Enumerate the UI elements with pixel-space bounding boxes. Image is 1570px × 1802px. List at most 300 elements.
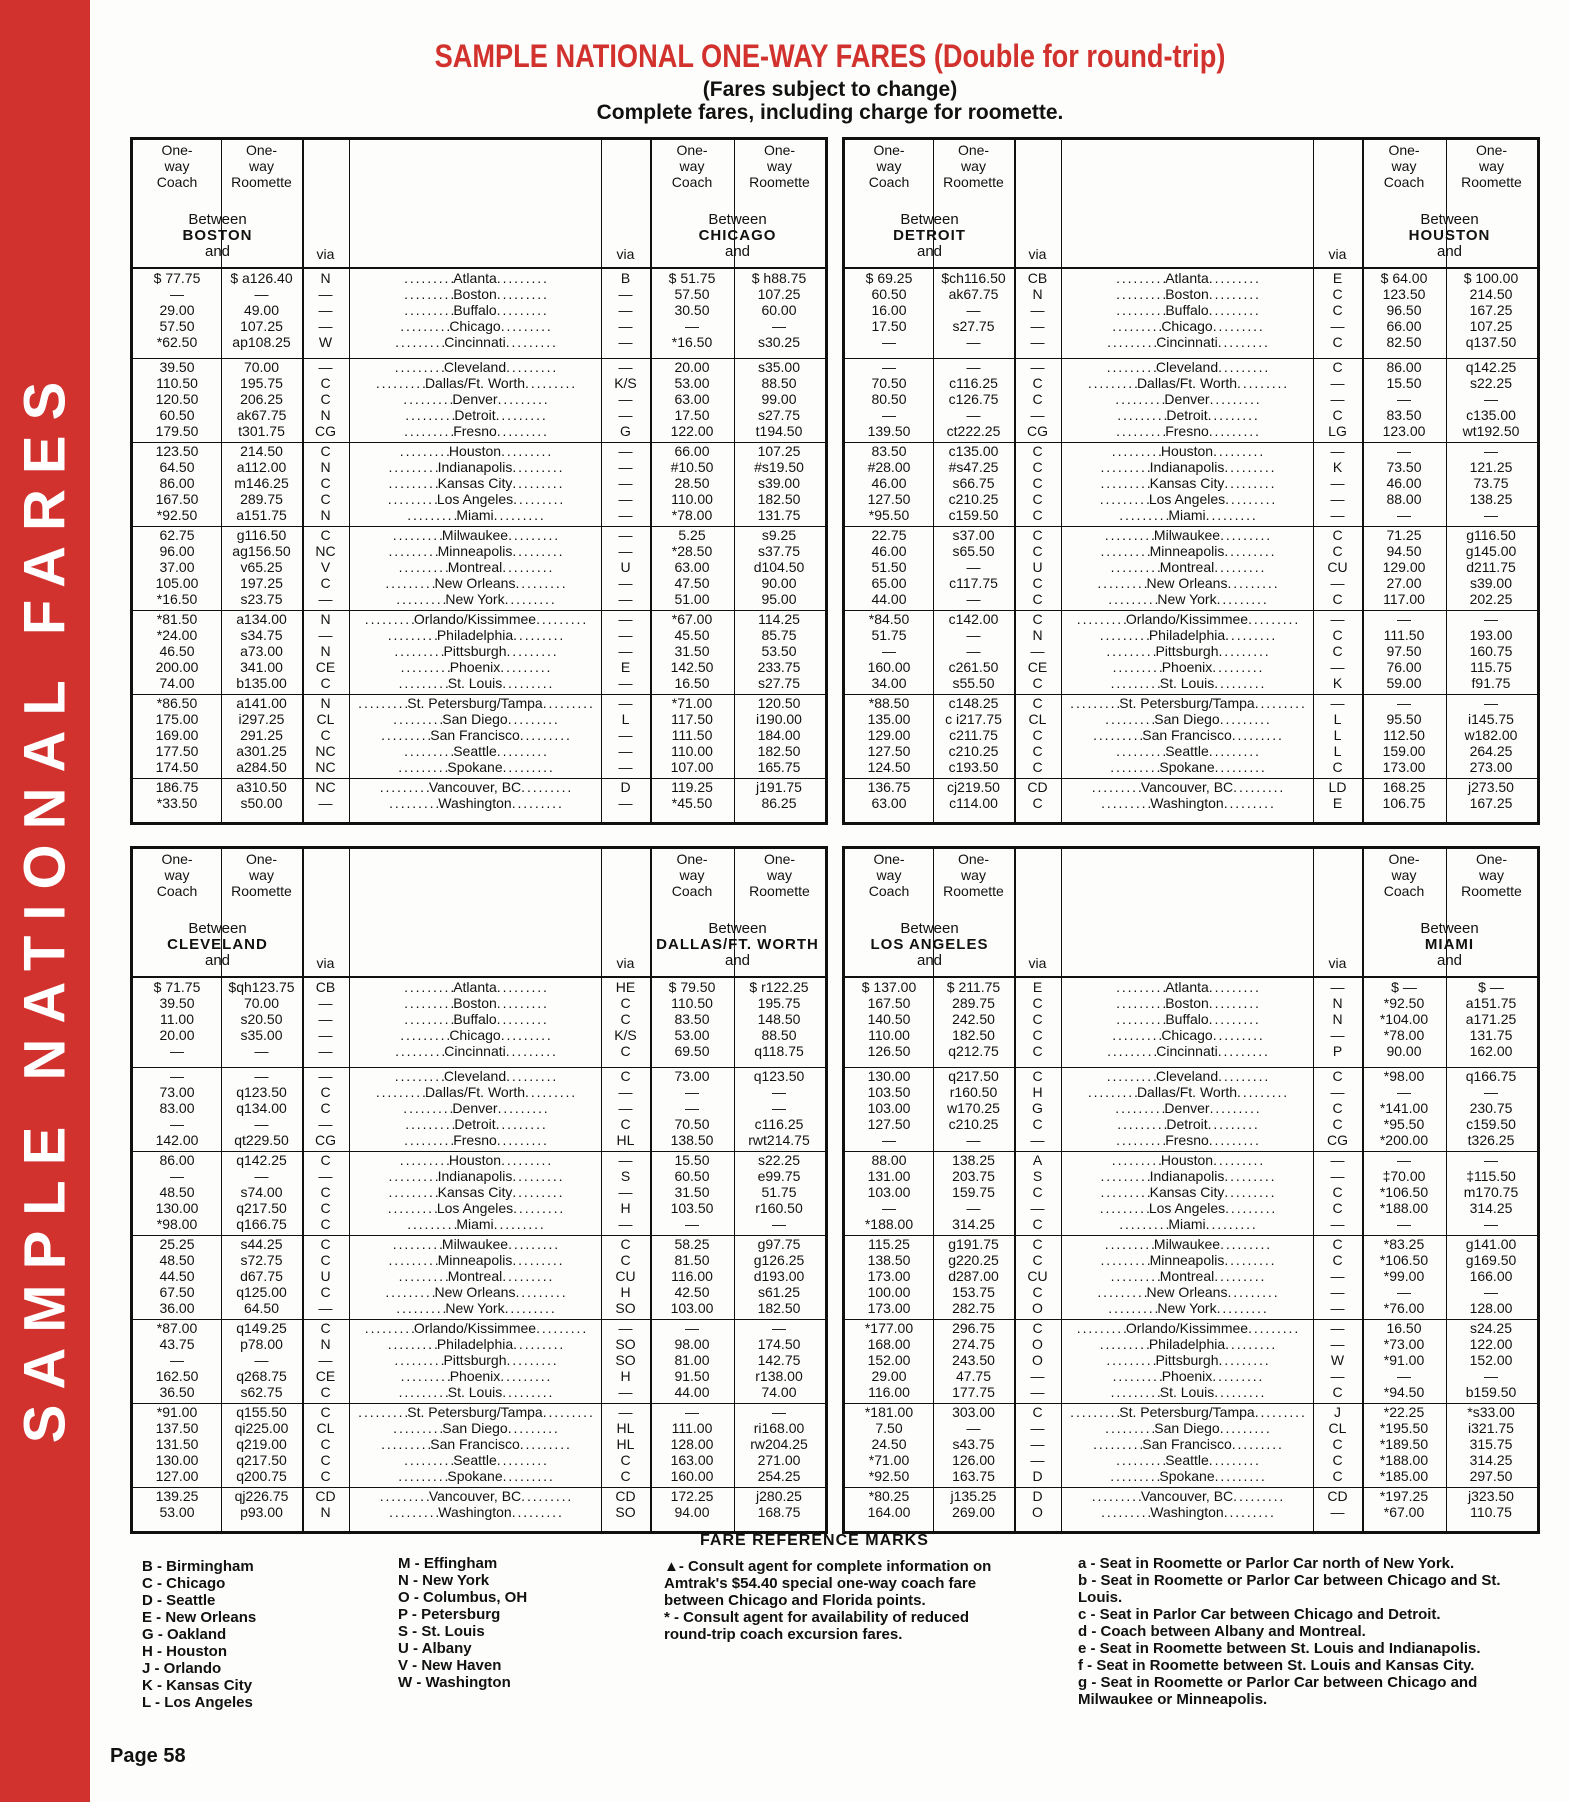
coach-fare: 39.50 (159, 359, 195, 375)
coach-fare: 139.50 (867, 423, 911, 439)
fare-ref-letter: f - Seat in Roomette between St. Louis and Kansas City. (1078, 1657, 1475, 1674)
coach-fare: 142.00 (155, 1132, 199, 1148)
destination-name: . . . . . . . . .Detroit. . . . . . . . . (1117, 1116, 1257, 1132)
via-code: CE (315, 659, 336, 675)
coach-fare: 131.50 (155, 1436, 199, 1452)
destination-name: . . . . . . . . .Atlanta. . . . . . . . . (404, 270, 546, 286)
destination-label: St. Petersburg/Tampa (407, 1404, 543, 1420)
destination-name: . . . . . . . . .Cincinnati. . . . . . . . . (395, 1043, 555, 1059)
roomette-fare: g145.00 (1465, 543, 1517, 559)
roomette-fare: 64.50 (243, 1300, 280, 1316)
and-label: and (724, 243, 751, 260)
fare-reference-title: FARE REFERENCE MARKS (700, 1532, 929, 1549)
roomette-fare: — (772, 1084, 786, 1100)
coach-fare: 73.00 (159, 1084, 195, 1100)
roomette-header: One- way Roomette (943, 851, 1004, 899)
destination-label: Houston (448, 443, 502, 459)
roomette-fare: $ a126.40 (230, 270, 293, 286)
via-code: C (1032, 375, 1043, 391)
via-code: C (1032, 475, 1043, 491)
roomette-fare: $ 211.75 (946, 979, 1001, 995)
roomette-fare: 159.75 (952, 1184, 995, 1200)
coach-fare: 117.50 (671, 711, 713, 727)
coach-fare: 31.50 (674, 1184, 710, 1200)
coach-fare: 94.50 (1386, 543, 1422, 559)
destination-name: . . . . . . . . .Minneapolis. . . . . . . . . (1100, 543, 1274, 559)
destination-name: . . . . . . . . .Montreal. . . . . . . . . (1110, 1268, 1264, 1284)
destination-name: . . . . . . . . .Fresno. . . . . . . . . (404, 1132, 546, 1148)
via-code: LD (1328, 779, 1347, 795)
coach-fare: 60.50 (871, 286, 907, 302)
roomette-fare: p78.00 (240, 1336, 283, 1352)
destination-name: . . . . . . . . .Vancouver, BC. . . . . . . . . (1091, 1488, 1283, 1504)
coach-fare: 73.00 (674, 1068, 710, 1084)
via-code: C (320, 1200, 331, 1216)
fare-ref-letter: g - Seat in Roomette or Parlor Car between Chicago and Milwaukee or Minneapolis. (1078, 1674, 1478, 1708)
roomette-fare: s62.75 (240, 1384, 283, 1400)
via-code: N (320, 407, 331, 423)
roomette-fare: 214.50 (240, 443, 283, 459)
coach-fare: 37.00 (159, 559, 195, 575)
roomette-fare: — (966, 302, 981, 318)
coach-fare: 65.00 (871, 575, 907, 591)
header-divider (845, 267, 1537, 269)
destination-name: . . . . . . . . .Fresno. . . . . . . . . (1116, 1132, 1258, 1148)
coach-fare: *28.50 (671, 543, 713, 559)
coach-fare: 45.50 (674, 627, 710, 643)
via-code: C (1332, 334, 1343, 350)
via-code: E (1032, 979, 1043, 995)
destination-label: Cincinnati (1156, 1043, 1218, 1059)
via-header: via (616, 246, 635, 262)
coach-fare: *62.50 (156, 334, 198, 350)
destination-label: Kansas City (1149, 1184, 1225, 1200)
roomette-fare: — (1484, 695, 1498, 711)
roomette-fare: 60.00 (761, 302, 797, 318)
via-code: C (1332, 643, 1343, 659)
via-code: CU (1327, 559, 1348, 575)
via-legend-col1 (142, 1558, 256, 1711)
via-code: N (1332, 1011, 1343, 1027)
destination-label: New Orleans (1146, 1284, 1228, 1300)
destination-name: . . . . . . . . .Milwaukee. . . . . . . . . (1104, 1236, 1270, 1252)
roomette-fare: — (1484, 391, 1498, 407)
roomette-fare: 73.75 (1473, 475, 1509, 491)
and-label: and (1436, 243, 1463, 260)
via-code: K/S (614, 375, 637, 391)
destination-label: Milwaukee (1153, 1236, 1221, 1252)
destination-label: Chicago (1161, 318, 1213, 334)
roomette-header: One- way Roomette (943, 142, 1004, 190)
roomette-fare: $ r122.25 (749, 979, 809, 995)
via-code: C (1032, 575, 1043, 591)
roomette-fare: 177.75 (952, 1384, 995, 1400)
via-code: C (1032, 443, 1043, 459)
fare-table (130, 846, 828, 1534)
destination-name: . . . . . . . . .Seattle. . . . . . . . . (1116, 743, 1258, 759)
destination-label: Montreal (1159, 1268, 1215, 1284)
roomette-fare: 195.75 (757, 995, 801, 1011)
roomette-fare: s34.75 (240, 627, 283, 643)
roomette-header: One- way Roomette (749, 851, 810, 899)
roomette-fare: s37.75 (757, 543, 801, 559)
coach-fare: *106.50 (1379, 1252, 1429, 1268)
roomette-fare: a310.50 (236, 779, 287, 795)
roomette-fare: m146.25 (234, 475, 289, 491)
coach-fare: 46.00 (1386, 475, 1422, 491)
coach-fare: *188.00 (864, 1216, 914, 1232)
coach-fare: 111.50 (671, 727, 713, 743)
destination-label: Spokane (447, 759, 503, 775)
via-code: O (1032, 1336, 1043, 1352)
coach-fare: #28.00 (867, 459, 911, 475)
via-code: C (1032, 1184, 1043, 1200)
coach-fare: *91.00 (156, 1404, 198, 1420)
coach-fare: — (170, 1116, 184, 1132)
roomette-fare: 243.50 (952, 1352, 995, 1368)
via-code: — (618, 695, 633, 711)
origin-city: BOSTON (182, 227, 253, 244)
coach-fare: 60.50 (159, 407, 195, 423)
destination-name: . . . . . . . . .St. Petersburg/Tampa. . . . . . . . . (1070, 695, 1304, 711)
destination-name: . . . . . . . . .New Orleans. . . . . . . . . (385, 575, 565, 591)
destination-name: . . . . . . . . .Los Angeles. . . . . . . . . (387, 1200, 563, 1216)
coach-fare: 137.50 (155, 1420, 199, 1436)
destination-label: Fresno (1165, 423, 1209, 439)
destination-name: . . . . . . . . .Washington. . . . . . . . . (1101, 795, 1273, 811)
destination-name: . . . . . . . . .Houston. . . . . . . . . (1111, 443, 1263, 459)
roomette-fare: s43.75 (952, 1436, 995, 1452)
roomette-header: One- way Roomette (1461, 851, 1522, 899)
destination-label: Atlanta (1165, 270, 1209, 286)
destination-label: St. Petersburg/Tampa (407, 695, 543, 711)
roomette-fare: 282.75 (952, 1300, 995, 1316)
coach-fare: 86.00 (1386, 359, 1422, 375)
coach-fare: 162.50 (155, 1368, 199, 1384)
legend-item: C - Chicago (142, 1575, 226, 1592)
destination-label: Denver (1164, 391, 1210, 407)
coach-header: One- way Coach (671, 142, 713, 190)
via-code: — (618, 391, 633, 407)
destination-label: Fresno (453, 1132, 497, 1148)
origin-city: HOUSTON (1408, 227, 1491, 244)
roomette-fare: 273.00 (1469, 759, 1513, 775)
origin-city: CHICAGO (698, 227, 777, 244)
via-code: C (320, 1320, 331, 1336)
via-code: C (620, 1468, 631, 1484)
coach-fare: 51.50 (871, 559, 907, 575)
fare-ref-marks (664, 1558, 1020, 1643)
destination-name: . . . . . . . . .Philadelphia. . . . . . . . . (387, 627, 563, 643)
via-code: C (1332, 1116, 1343, 1132)
roomette-fare: — (772, 1320, 786, 1336)
fare-table (130, 137, 828, 825)
via-code: — (618, 627, 633, 643)
destination-label: Philadelphia (436, 1336, 514, 1352)
coach-fare: *33.50 (156, 795, 198, 811)
roomette-fare: — (966, 591, 981, 607)
coach-fare: *73.00 (1383, 1336, 1425, 1352)
destination-name: . . . . . . . . .Cincinnati. . . . . . . . . (395, 334, 555, 350)
via-code: J (1334, 1404, 1341, 1420)
roomette-fare: 182.50 (952, 1027, 995, 1043)
coach-fare: 186.75 (155, 779, 199, 795)
via-code: E (620, 659, 631, 675)
coach-fare: 152.00 (867, 1352, 911, 1368)
via-code: C (320, 575, 331, 591)
roomette-fare: $ 100.00 (1463, 270, 1519, 286)
coach-fare: 116.00 (868, 1384, 910, 1400)
destination-name: . . . . . . . . .Pittsburgh. . . . . . . . . (394, 1352, 556, 1368)
via-code: K (1332, 675, 1343, 691)
via-header: via (1328, 955, 1347, 971)
legend-item: L - Los Angeles (142, 1694, 253, 1711)
via-code: C (620, 1068, 631, 1084)
via-code: — (618, 543, 633, 559)
legend-item: J - Orlando (142, 1660, 222, 1677)
coach-fare: — (882, 407, 896, 423)
destination-name: . . . . . . . . .Montreal. . . . . . . . . (398, 559, 552, 575)
via-code: C (1332, 759, 1343, 775)
destination-label: Kansas City (437, 475, 513, 491)
via-code: — (318, 795, 333, 811)
roomette-fare: g220.25 (948, 1252, 999, 1268)
roomette-fare: #s47.25 (948, 459, 999, 475)
destination-name: . . . . . . . . .Washington. . . . . . . . . (1101, 1504, 1273, 1520)
destination-label: Dallas/Ft. Worth (424, 1084, 526, 1100)
legend-item: B - Birmingham (142, 1558, 254, 1575)
destination-label: New York (445, 591, 505, 607)
via-code: C (1032, 1252, 1043, 1268)
via-code: C (320, 375, 331, 391)
destination-label: Denver (452, 391, 498, 407)
destination-label: Detroit (1166, 1116, 1208, 1132)
coach-fare: 36.50 (159, 1384, 195, 1400)
roomette-fare: t301.75 (238, 423, 285, 439)
coach-fare: — (882, 334, 896, 350)
destination-name: . . . . . . . . .Milwaukee. . . . . . . . . (392, 527, 558, 543)
via-code: N (1032, 627, 1043, 643)
via-code: C (620, 995, 631, 1011)
coach-fare: 83.50 (871, 443, 907, 459)
destination-label: San Diego (1154, 711, 1220, 727)
coach-fare: 91.50 (674, 1368, 710, 1384)
coach-fare: 48.50 (159, 1184, 195, 1200)
roomette-fare: s30.25 (757, 334, 801, 350)
via-code: N (320, 695, 331, 711)
coach-fare: 115.25 (868, 1236, 910, 1252)
roomette-fare: s44.25 (240, 1236, 283, 1252)
via-code: C (1032, 743, 1043, 759)
roomette-fare: — (966, 559, 981, 575)
coach-fare: 116.00 (671, 1268, 713, 1284)
destination-label: Miami (456, 507, 494, 523)
coach-fare: $ 69.25 (865, 270, 913, 286)
coach-fare: 67.50 (159, 1284, 195, 1300)
roomette-fare: 85.75 (761, 627, 797, 643)
via-code: — (618, 286, 633, 302)
destination-label: Philadelphia (1148, 1336, 1226, 1352)
roomette-fare: c142.00 (948, 611, 999, 627)
via-code: A (1032, 1152, 1043, 1168)
roomette-fare: ap108.25 (232, 334, 291, 350)
via-code: — (618, 334, 633, 350)
destination-label: Los Angeles (436, 1200, 514, 1216)
coach-fare: 16.50 (674, 675, 710, 691)
via-code: CB (315, 979, 336, 995)
coach-fare: *83.25 (1383, 1236, 1425, 1252)
via-code: — (618, 1100, 633, 1116)
roomette-fare: 160.75 (1469, 643, 1513, 659)
coach-fare: 22.75 (871, 527, 907, 543)
destination-label: Fresno (1165, 1132, 1209, 1148)
via-code: G (1032, 1100, 1043, 1116)
coach-fare: — (1397, 1216, 1411, 1232)
destination-label: Miami (456, 1216, 494, 1232)
via-code: G (620, 423, 631, 439)
roomette-fare: 138.25 (1469, 491, 1513, 507)
via-code: C (1032, 695, 1043, 711)
via-code: N (320, 643, 331, 659)
via-code: — (1030, 334, 1045, 350)
destination-label: Vancouver, BC (1140, 779, 1234, 795)
via-code: W (1330, 1352, 1345, 1368)
roomette-fare: 107.25 (1469, 318, 1513, 334)
via-code: C (620, 1252, 631, 1268)
coach-header: One- way Coach (868, 851, 910, 899)
legend-item: G - Oakland (142, 1626, 227, 1643)
legend-item: H - Houston (142, 1643, 227, 1660)
coach-fare: *177.00 (864, 1320, 914, 1336)
roomette-fare: — (966, 359, 981, 375)
coach-fare: *189.50 (1379, 1436, 1429, 1452)
via-code: C (320, 675, 331, 691)
destination-name: . . . . . . . . .St. Louis. . . . . . . . . (398, 675, 552, 691)
via-code: C (320, 1184, 331, 1200)
via-code: N (320, 270, 331, 286)
via-code: C (1332, 1252, 1343, 1268)
coach-header: One- way Coach (156, 851, 198, 899)
roomette-fare: a151.75 (236, 507, 287, 523)
coach-fare: 107.00 (670, 759, 714, 775)
via-code: — (1330, 1300, 1345, 1316)
coach-fare: 25.25 (159, 1236, 195, 1252)
via-code: C (1332, 1100, 1343, 1116)
roomette-fare: 242.50 (952, 1011, 995, 1027)
roomette-fare: s66.75 (952, 475, 995, 491)
destination-name: . . . . . . . . .Minneapolis. . . . . . . . . (1100, 1252, 1274, 1268)
destination-label: San Diego (442, 711, 508, 727)
coach-fare: 179.50 (155, 423, 199, 439)
roomette-fare: j135.25 (950, 1488, 997, 1504)
coach-header: One- way Coach (868, 142, 910, 190)
via-code: — (618, 1384, 633, 1400)
between-label: Between (188, 211, 247, 228)
coach-fare: — (170, 1068, 184, 1084)
coach-fare: 46.00 (871, 543, 907, 559)
destination-name: . . . . . . . . .Chicago. . . . . . . . . (400, 318, 550, 334)
between-label: Between (708, 211, 767, 228)
roomette-fare: 138.25 (952, 1152, 995, 1168)
via-code: — (618, 475, 633, 491)
between-city-header (845, 212, 1014, 260)
coach-fare: 159.00 (1382, 743, 1426, 759)
coach-fare: *78.00 (671, 507, 713, 523)
via-code: NC (315, 743, 336, 759)
destination-name: . . . . . . . . .Washington. . . . . . . . . (389, 1504, 561, 1520)
roomette-fare: — (1484, 1216, 1498, 1232)
coach-fare: *86.50 (156, 695, 198, 711)
roomette-fare: 74.00 (761, 1384, 797, 1400)
via-code: C (320, 1404, 331, 1420)
destination-label: Dallas/Ft. Worth (1136, 375, 1238, 391)
roomette-fare: r138.00 (755, 1368, 803, 1384)
coach-fare: 123.50 (1382, 286, 1426, 302)
via-code: C (320, 1252, 331, 1268)
and-label: and (916, 243, 943, 260)
column-divider (1061, 849, 1062, 1531)
fare-ref-letters (1078, 1555, 1528, 1708)
via-code: — (318, 1043, 333, 1059)
roomette-fare: 167.25 (1469, 795, 1513, 811)
roomette-fare: 289.75 (240, 491, 283, 507)
destination-name: . . . . . . . . .Seattle. . . . . . . . . (404, 1452, 546, 1468)
column-divider (1061, 140, 1062, 822)
destination-name: . . . . . . . . .New Orleans. . . . . . . . . (1097, 1284, 1277, 1300)
coach-fare: — (685, 318, 699, 334)
coach-fare: *78.00 (1383, 1027, 1425, 1043)
coach-fare: 175.00 (155, 711, 199, 727)
via-code: — (318, 591, 333, 607)
and-label: and (204, 952, 231, 969)
roomette-fare: q149.25 (236, 1320, 287, 1336)
destination-label: Boston (453, 286, 497, 302)
roomette-fare: b159.50 (1465, 1384, 1517, 1400)
destination-label: New Orleans (1146, 575, 1228, 591)
coach-fare: 110.50 (671, 995, 713, 1011)
roomette-fare: 162.00 (1469, 1043, 1513, 1059)
roomette-fare: g141.00 (1465, 1236, 1517, 1252)
via-code: C (1032, 759, 1043, 775)
between-label: Between (1420, 920, 1479, 937)
roomette-fare: s35.00 (757, 359, 801, 375)
coach-fare: 139.25 (155, 1488, 199, 1504)
roomette-fare: c117.75 (949, 575, 998, 591)
coach-fare: $ 51.75 (668, 270, 716, 286)
roomette-fare: q123.50 (236, 1084, 287, 1100)
via-code: — (1330, 391, 1345, 407)
roomette-fare: — (966, 407, 981, 423)
coach-fare: *141.00 (1379, 1100, 1429, 1116)
roomette-fare: — (966, 1420, 981, 1436)
between-city-header (1362, 921, 1537, 969)
destination-name: . . . . . . . . .Miami. . . . . . . . . (1119, 507, 1255, 523)
side-banner (0, 0, 90, 1802)
coach-fare: *95.50 (1383, 1116, 1425, 1132)
via-code: — (1330, 1368, 1345, 1384)
roomette-fare: i321.75 (1468, 1420, 1514, 1436)
via-code: CL (316, 711, 335, 727)
roomette-fare: s39.00 (1469, 575, 1513, 591)
destination-name: . . . . . . . . .Denver. . . . . . . . . (1115, 391, 1259, 407)
coach-fare: 36.00 (159, 1300, 195, 1316)
roomette-fare: r160.50 (949, 1084, 998, 1100)
via-code: E (1332, 795, 1343, 811)
roomette-fare: j323.50 (1468, 1488, 1514, 1504)
coach-fare: 53.00 (674, 375, 710, 391)
roomette-fare: 269.00 (952, 1504, 995, 1520)
coach-fare: 15.50 (1386, 375, 1422, 391)
